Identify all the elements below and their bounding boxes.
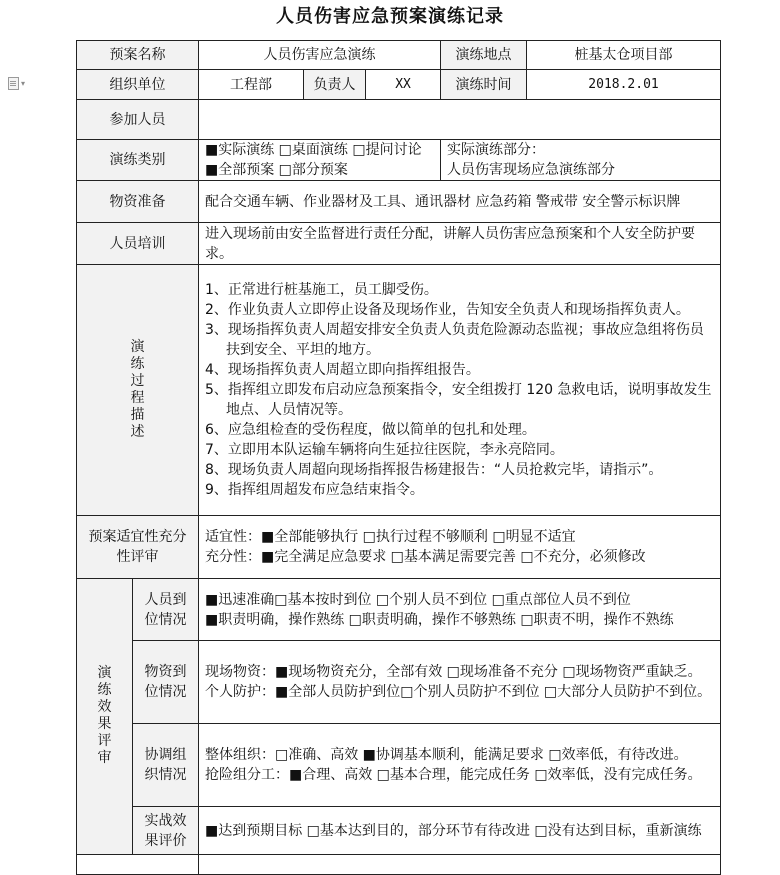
row-effect-staff [77,579,721,641]
overall-org-line: 整体组织：□准确、高效 ■协调基本顺利，能满足要求 □效率低，有待改进。 [205,747,688,763]
process-step: 3、现场指挥负责人周超安排安全负责人负责危险源动态监视；事故应急组将伤员扶到安全、平坦的地方。 [205,322,704,358]
process-steps [199,265,721,516]
staff-duty-line: ■职责明确，操作熟练 □职责明确，操作不够熟练 □职责不明，操作不熟练 [205,611,674,628]
page-title: 人员伤害应急预案演练记录 [276,6,504,27]
process-step: 2、作业负责人立即停止设备及现场作业，告知安全负责人和现场指挥负责人。 [205,302,690,318]
owner-value: XX [366,70,441,100]
row-drill-type [77,140,721,181]
row-participants [77,100,721,140]
suitability-values [199,516,721,579]
row-effect-supplies [77,641,721,724]
materials-label: 物资准备 [77,181,199,223]
result-values [199,807,721,855]
participants-value [199,100,721,140]
training-value: 进入现场前由安全监督进行责任分配，讲解人员伤害应急预案和个人安全防护要求。 [199,223,721,265]
effect-label-text: 演练效果评审 [97,665,112,766]
process-step: 5、指挥组立即发布启动应急预案指令，安全组拨打 120 急救电话，说明事故发生地点、人员情况等。 [205,382,712,418]
staff-values [199,579,721,641]
personal-protection-line: 个人防护：■全部人员防护到位□个别人员防护不到位 □大部分人员防护不到位。 [205,684,712,700]
process-step: 7、立即用本队运输车辆将向生延拉往医院，李永亮陪同。 [205,442,564,458]
suitability-line: 适宜性：■全部能够执行 □执行过程不够顺利 □明显不适宜 [205,529,576,545]
process-step: 1、正常进行桩基施工，员工脚受伤。 [205,282,438,298]
footer-label-cell [77,855,199,875]
materials-value: 配合交通车辆、作业器材及工具、通讯器材 应急药箱 警戒带 安全警示标识牌 [199,181,721,223]
supplies-label: 物资到位情况 [133,641,199,724]
time-label: 演练时间 [441,70,527,100]
org-label: 组织单位 [77,70,199,100]
coord-values [199,724,721,807]
effect-label [77,579,133,855]
drill-scope-options: ■全部预案 □部分预案 [205,162,348,178]
participants-label: 参加人员 [77,100,199,140]
drill-part [441,140,721,181]
org-value: 工程部 [199,70,304,100]
process-step: 4、现场指挥负责人周超立即向指挥组报告。 [205,362,480,378]
process-label [77,265,199,516]
training-label: 人员培训 [77,223,199,265]
row-materials [77,181,721,223]
row-footer-partial [77,855,721,875]
supplies-values [199,641,721,724]
adequacy-line: 充分性：■完全满足应急要求 □基本满足需要完善 □不充分，必须修改 [205,549,646,565]
drill-part-label: 实际演练部分： [447,142,546,158]
staff-label: 人员到位情况 [133,579,199,641]
row-effect-result [77,807,721,855]
plan-name-label: 预案名称 [77,41,199,70]
row-org [77,70,721,100]
drill-part-value: 人员伤害现场应急演练部分 [447,162,616,178]
location-value: 桩基太仓项目部 [527,41,721,70]
document-icon[interactable] [8,76,34,90]
process-step: 6、应急组检查的受伤程度，做以简单的包扎和处理。 [205,422,536,438]
drill-record-table [76,40,721,875]
owner-label: 负责人 [304,70,366,100]
plan-name-value: 人员伤害应急演练 [199,41,441,70]
footer-value-cell [199,855,721,875]
staff-arrival-line: ■迅速准确□基本按时到位 □个别人员不到位 □重点部位人员不到位 [205,591,631,608]
page-icon [8,77,19,90]
drill-type-label: 演练类别 [77,140,199,181]
suitability-label: 预案适宜性充分性评审 [77,516,199,579]
process-step: 9、指挥组周超发布应急结束指令。 [205,482,424,498]
coord-label: 协调组织情况 [133,724,199,807]
result-label: 实战效果评价 [133,807,199,855]
row-process [77,265,721,516]
site-supplies-line: 现场物资：■现场物资充分，全部有效 □现场准备不充分 □现场物资严重缺乏。 [205,664,702,680]
process-step: 8、现场负责人周超向现场指挥报告杨建报告：“人员抢救完毕，请指示”。 [205,462,663,478]
row-effect-coord [77,724,721,807]
location-label: 演练地点 [441,41,527,70]
chevron-down-icon: ▾ [21,78,26,88]
row-training [77,223,721,265]
drill-mode-options: ■实际演练 □桌面演练 □提问讨论 [205,142,422,158]
row-suitability [77,516,721,579]
row-plan [77,41,721,70]
result-line: ■达到预期目标 □基本达到目的，部分环节有待改进 □没有达到目标，重新演练 [205,822,702,839]
process-label-text: 演练过程描述 [130,338,145,440]
time-value: 2018.2.01 [527,70,721,100]
rescue-division-line: 抢险组分工：■合理、高效 □基本合理，能完成任务 □效率低，没有完成任务。 [205,767,702,783]
drill-type-options [199,140,441,181]
